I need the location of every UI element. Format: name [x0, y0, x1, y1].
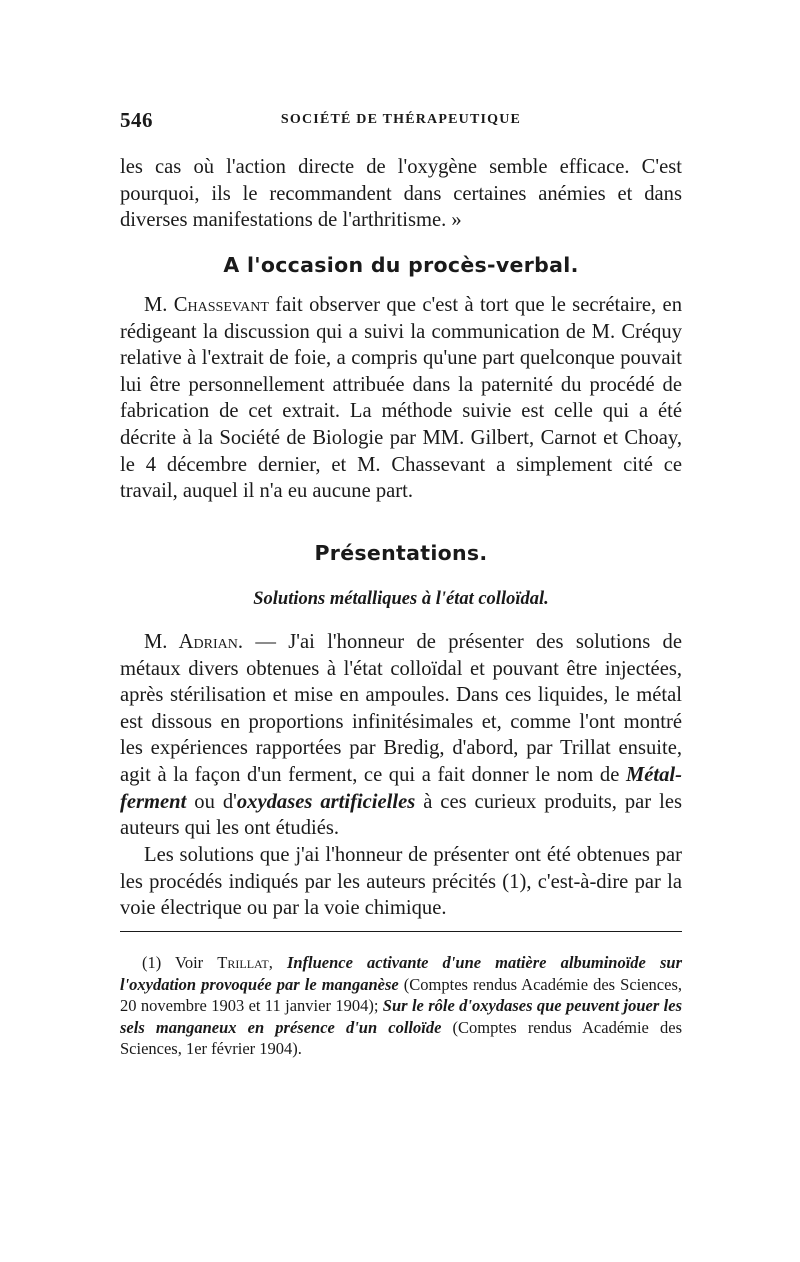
adrian-text: à ces curieux produits, par les auteurs qui les ont étudiés.	[120, 790, 682, 840]
running-head	[120, 108, 682, 138]
footnote-marker: (1)	[142, 953, 162, 972]
solutions-paragraph: Les solutions que j'ai l'honneur de présenter ont été obtenues par les procédés indiqués par les auteurs précités (1), c'est-à-dire par la voie électrique ou par la voie chimique.	[120, 844, 682, 920]
chassevant-text: fait observer que c'est à tort que le secrétaire, en rédigeant la discussion qui a suivi la communication de M. Créquy relative à l'extrait de foie, a compris qu'une part quelconque pouvait lui être personnellement attribuée dans la paternité du procédé de fabrication de cet extrait. La méthode suivie est celle qui a été décrite à la Société de Biologie par MM. Gilbert, Carnot et Choay, le 4 décembre dernier, et M. Chassevant a simplement cité ce travail, auquel il n'a eu aucune part.	[120, 294, 682, 503]
footnote-title-2: Sur le rôle d'oxydases que peuvent jouer les sels manganeux en présence d'un colloïde	[120, 996, 682, 1037]
footnote-rule	[120, 931, 682, 932]
footnote-text: Voir	[161, 953, 218, 972]
term-oxydases: oxydases artificielles	[236, 790, 416, 813]
footnote	[120, 952, 682, 1060]
chassevant-paragraph	[120, 292, 682, 505]
speaker-name: M. Adrian.	[144, 631, 244, 653]
footnote-title-1: Influence activante d'une matière albuminoïde sur l'oxydation provoquée par le manganèse	[120, 953, 682, 994]
footnote-author: Trillat	[217, 953, 269, 972]
footnote-text: ,	[268, 953, 287, 972]
adrian-text: — J'ai l'honneur de présenter des solutions de métaux divers obtenues à l'état colloïdal et pouvant être injectées, après stérilisation et mise en ampoules. Dans ces liquides, le métal est dissous en proportions infinitésimales et, comme l'ont montré les expériences rapportées par Bredig, d'abord, par Trillat ensuite, agit à la façon d'un ferment, ce qui a fait donner le nom de	[120, 631, 682, 786]
page-number: 546	[120, 108, 153, 132]
document-page	[120, 108, 682, 1059]
footnote-text: (Comptes rendus Académie des Sciences, 1er février 1904).	[120, 1017, 682, 1059]
section-heading-presentations: Présentations.	[314, 541, 488, 565]
term-metal-ferment: Métal-ferment	[120, 763, 682, 813]
running-title: SOCIÉTÉ DE THÉRAPEUTIQUE	[280, 112, 522, 127]
section-heading-proces-verbal: A l'occasion du procès-verbal.	[223, 253, 579, 277]
adrian-text: ou d'	[186, 790, 237, 813]
subheading-solutions: Solutions métalliques à l'état colloïdal.	[253, 589, 549, 609]
speaker-name: M. Chassevant	[144, 294, 269, 316]
adrian-paragraph	[120, 629, 682, 842]
footnote-text: (Comptes rendus Académie des Sciences, 20 novembre 1903 et 11 janvier 1904);	[120, 974, 682, 1016]
intro-paragraph: les cas où l'action directe de l'oxygène semble efficace. C'est pourquoi, ils le recommandent dans certaines anémies et dans diverses manifestations de l'arthritisme. »	[120, 156, 682, 232]
